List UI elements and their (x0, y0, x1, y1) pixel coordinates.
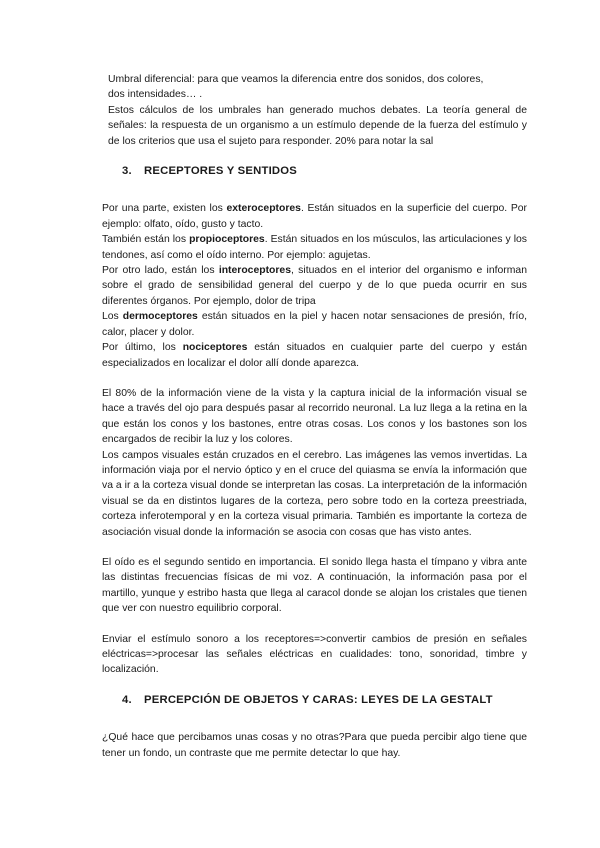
dermoceptors-paragraph: Los dermoceptores están situados en la piel y hacen notar sensaciones de presión, frío, calor, placer y dolor. (102, 311, 527, 338)
vision-paragraph-1: El 80% de la información viene de la vista y la captura inicial de la información visual se hace a través del ojo para después pasar al recorrido neuronal. La luz llega a la retina en la que están los conos y los bastones, entre otras cosas. Los conos y los bastones son los encargados de recibir la luz y los colores. (102, 387, 527, 446)
section-4-number: 4. (122, 693, 132, 706)
hearing-paragraph-2: Enviar el estímulo sonoro a los receptores=>convertir cambios de presión en señales eléctricas=>procesar las señales eléctricas en cualidades: tono, sonoridad, timbre y localización. (102, 633, 527, 676)
section-4-title: PERCEPCIÓN DE OBJETOS Y CARAS: LEYES DE LA GESTALT (144, 693, 493, 706)
nociceptors-paragraph: Por último, los nociceptores están situados en cualquier parte del cuerpo y están especializados en localizar el dolor allí donde aparezca. (102, 342, 528, 369)
gestalt-block (102, 730, 527, 761)
hearing-block (102, 555, 527, 617)
section-3-heading (102, 164, 527, 179)
section-3-number: 3. (122, 165, 132, 178)
receptors-block (102, 201, 527, 370)
interoceptors-term: interoceptores (218, 265, 291, 277)
intro-block (102, 72, 527, 149)
vision-block (102, 386, 527, 540)
proprioceptors-paragraph: También están los propioceptores. Están situados en los músculos, las articulaciones y los tendones, así como el oído interno. Por ejemplo: agujetas. (102, 234, 528, 261)
hearing-process-block (102, 632, 527, 678)
umbral-line-2: dos intensidades… . (108, 89, 203, 101)
dermoceptors-term: dermoceptores (122, 311, 198, 323)
vision-paragraph-2: Los campos visuales están cruzados en el cerebro. Las imágenes las vemos invertidas. La información viaja por el nervio óptico y en el cruce del quiasma se envía la información que va a ir a la corteza visual donde se interpretan las cosas. La interpretación de la información visual se da en distintos lugares de la corteza, pero sobre todo en la corteza preestriada, corteza inferotemporal y en la corteza visual primaria. También es importante la corteza de asociación visual donde la información se asocia con cosas que has visto antes. (102, 449, 527, 538)
interoceptors-paragraph: Por otro lado, están los interoceptores, situados en el interior del organismo e informan sobre el grado de sensibilidad general del cuerpo y de lo que pueda ocurrir en sus diferentes órganos. Por ejemplo, dolor de tripa (102, 265, 527, 307)
section-4-heading (102, 693, 527, 708)
exteroceptors-paragraph: Por una parte, existen los exteroceptores. Están situados en la superficie del cuerpo. Por ejemplo: olfato, oído, gusto y tacto. (102, 203, 528, 230)
nociceptors-term: nociceptores (182, 342, 248, 354)
hearing-paragraph-1: El oído es el segundo sentido en importancia. El sonido llega hasta el tímpano y vibra ante las distintas frecuencias físicas de mi voz. A continuación, la información pasa por el martillo, yunque y estribo hasta que llega al caracol donde se alojan los cristales que tienen que ver con nuestro equilibrio corporal. (102, 556, 527, 615)
section-3-title: RECEPTORES Y SENTIDOS (144, 165, 297, 178)
thresholds-paragraph: Estos cálculos de los umbrales han generado muchos debates. La teoría general de señales: la respuesta de un organismo a un estímulo depende de la fuerza del estímulo y de los criterios que usa el sujeto para responder. 20% para notar la sal (108, 104, 527, 147)
gestalt-paragraph: ¿Qué hace que percibamos unas cosas y no otras?Para que pueda percibir algo tiene que tener un fondo, un contraste que me permite detectar lo que hay. (102, 732, 527, 759)
exteroceptors-term: exteroceptores (226, 203, 301, 215)
proprioceptors-term: propioceptores (189, 234, 265, 246)
umbral-line-1: Umbral diferencial: para que veamos la diferencia entre dos sonidos, dos colores, (108, 74, 484, 85)
page-content (102, 72, 527, 761)
